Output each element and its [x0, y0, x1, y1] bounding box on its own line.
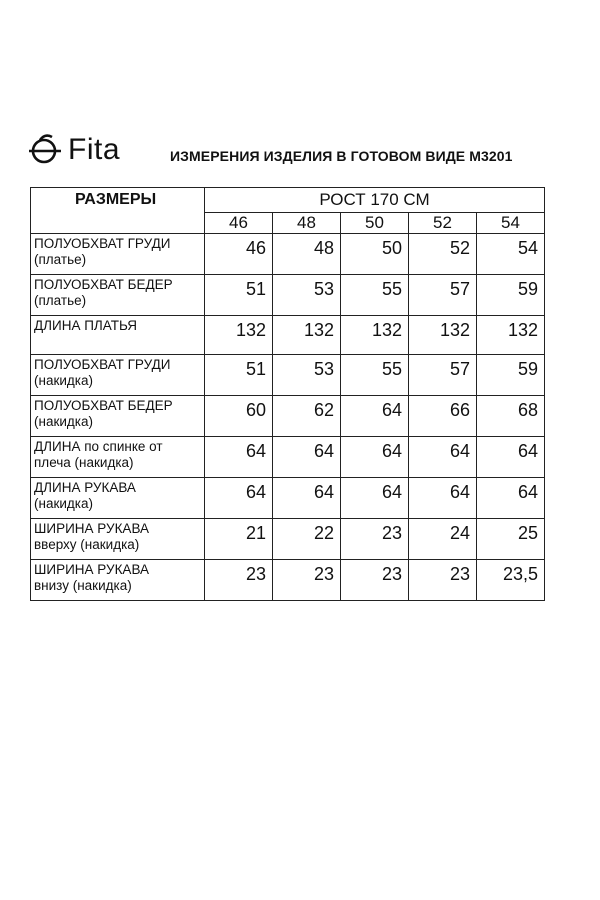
measurement-value: 68: [477, 396, 545, 437]
measurement-value: 59: [477, 355, 545, 396]
measurement-value: 64: [205, 437, 273, 478]
measurement-label-line1: ДЛИНА РУКАВА: [34, 480, 136, 495]
measurement-value: 132: [409, 316, 477, 355]
table-row: [31, 437, 545, 478]
measurement-value: 53: [273, 355, 341, 396]
measurement-label: [31, 437, 205, 478]
measurement-label-line1: ДЛИНА по спинке от: [34, 439, 163, 454]
measurement-value: 23,5: [477, 560, 545, 601]
size-header-52: 52: [409, 213, 477, 234]
measurement-label-line2: (накидка): [34, 414, 93, 429]
measurement-value: 51: [205, 355, 273, 396]
measurement-value: 64: [477, 437, 545, 478]
measurement-value: 55: [341, 355, 409, 396]
measurement-value: 64: [477, 478, 545, 519]
table-row: [31, 355, 545, 396]
measurement-value: 23: [273, 560, 341, 601]
size-header-50: 50: [341, 213, 409, 234]
measurement-value: 55: [341, 275, 409, 316]
measurement-label-line2: плеча (накидка): [34, 455, 134, 470]
measurement-label: [31, 316, 205, 355]
measurement-label-line2: (платье): [34, 293, 87, 308]
measurement-label: [31, 560, 205, 601]
measurement-value: 64: [205, 478, 273, 519]
measurement-value: 25: [477, 519, 545, 560]
table-row: [31, 560, 545, 601]
measurement-value: 64: [341, 478, 409, 519]
measurement-value: 54: [477, 234, 545, 275]
page-header: [28, 130, 568, 170]
measurement-value: 64: [409, 437, 477, 478]
table-row: [31, 316, 545, 355]
table-header-row: [31, 188, 545, 213]
brand-logo: [28, 134, 120, 166]
size-header-48: 48: [273, 213, 341, 234]
corner-label: РАЗМЕРЫ: [31, 188, 205, 234]
measurement-value: 62: [273, 396, 341, 437]
measurement-value: 64: [341, 396, 409, 437]
measurement-value: 64: [409, 478, 477, 519]
measurement-value: 64: [273, 437, 341, 478]
measurement-value: 57: [409, 275, 477, 316]
brand-name: Fita: [68, 133, 121, 166]
measurement-value: 23: [341, 560, 409, 601]
measurement-label-line1: ПОЛУОБХВАТ ГРУДИ: [34, 236, 171, 251]
measurement-value: 21: [205, 519, 273, 560]
measurement-value: 50: [341, 234, 409, 275]
measurement-value: 59: [477, 275, 545, 316]
measurement-label-line1: ПОЛУОБХВАТ ГРУДИ: [34, 357, 171, 372]
measurement-label-line1: ШИРИНА РУКАВА: [34, 521, 150, 536]
measurement-label-line1: ШИРИНА РУКАВА: [34, 562, 150, 577]
measurement-label: [31, 355, 205, 396]
size-header-46: 46: [205, 213, 273, 234]
measurement-value: 48: [273, 234, 341, 275]
height-label: РОСТ 170 СМ: [205, 188, 545, 213]
measurement-value: 132: [477, 316, 545, 355]
measurement-value: 23: [341, 519, 409, 560]
table-row: [31, 519, 545, 560]
measurement-label-line2: (накидка): [34, 373, 93, 388]
table-row: [31, 275, 545, 316]
measurement-value: 23: [409, 560, 477, 601]
measurement-value: 60: [205, 396, 273, 437]
size-chart-table: [30, 187, 545, 601]
measurement-label-line2: (накидка): [34, 496, 93, 511]
measurement-label-line2: внизу (накидка): [34, 578, 132, 593]
table-body: [31, 234, 545, 601]
measurement-label: [31, 519, 205, 560]
measurement-label-line1: ПОЛУОБХВАТ БЕДЕР: [34, 277, 173, 292]
measurement-value: 51: [205, 275, 273, 316]
measurement-value: 22: [273, 519, 341, 560]
measurement-value: 24: [409, 519, 477, 560]
measurement-value: 66: [409, 396, 477, 437]
table-row: [31, 396, 545, 437]
fita-logo-icon: [28, 134, 62, 166]
measurement-label: [31, 234, 205, 275]
size-header-54: 54: [477, 213, 545, 234]
table-row: [31, 234, 545, 275]
measurement-label-line2: (платье): [34, 252, 87, 267]
measurement-value: 132: [341, 316, 409, 355]
measurement-label-line1: ПОЛУОБХВАТ БЕДЕР: [34, 398, 173, 413]
measurement-value: 64: [273, 478, 341, 519]
document-title: ИЗМЕРЕНИЯ ИЗДЕЛИЯ В ГОТОВОМ ВИДЕ М3201: [170, 148, 513, 164]
measurement-value: 52: [409, 234, 477, 275]
measurement-value: 53: [273, 275, 341, 316]
measurement-label: [31, 275, 205, 316]
measurement-label-line2: вверху (накидка): [34, 537, 140, 552]
measurement-value: 46: [205, 234, 273, 275]
measurement-value: 23: [205, 560, 273, 601]
measurement-value: 64: [341, 437, 409, 478]
measurement-label: [31, 478, 205, 519]
measurement-value: 132: [273, 316, 341, 355]
measurement-value: 57: [409, 355, 477, 396]
table-row: [31, 478, 545, 519]
measurement-value: 132: [205, 316, 273, 355]
measurement-label: [31, 396, 205, 437]
measurement-label-line1: ДЛИНА ПЛАТЬЯ: [34, 318, 137, 333]
